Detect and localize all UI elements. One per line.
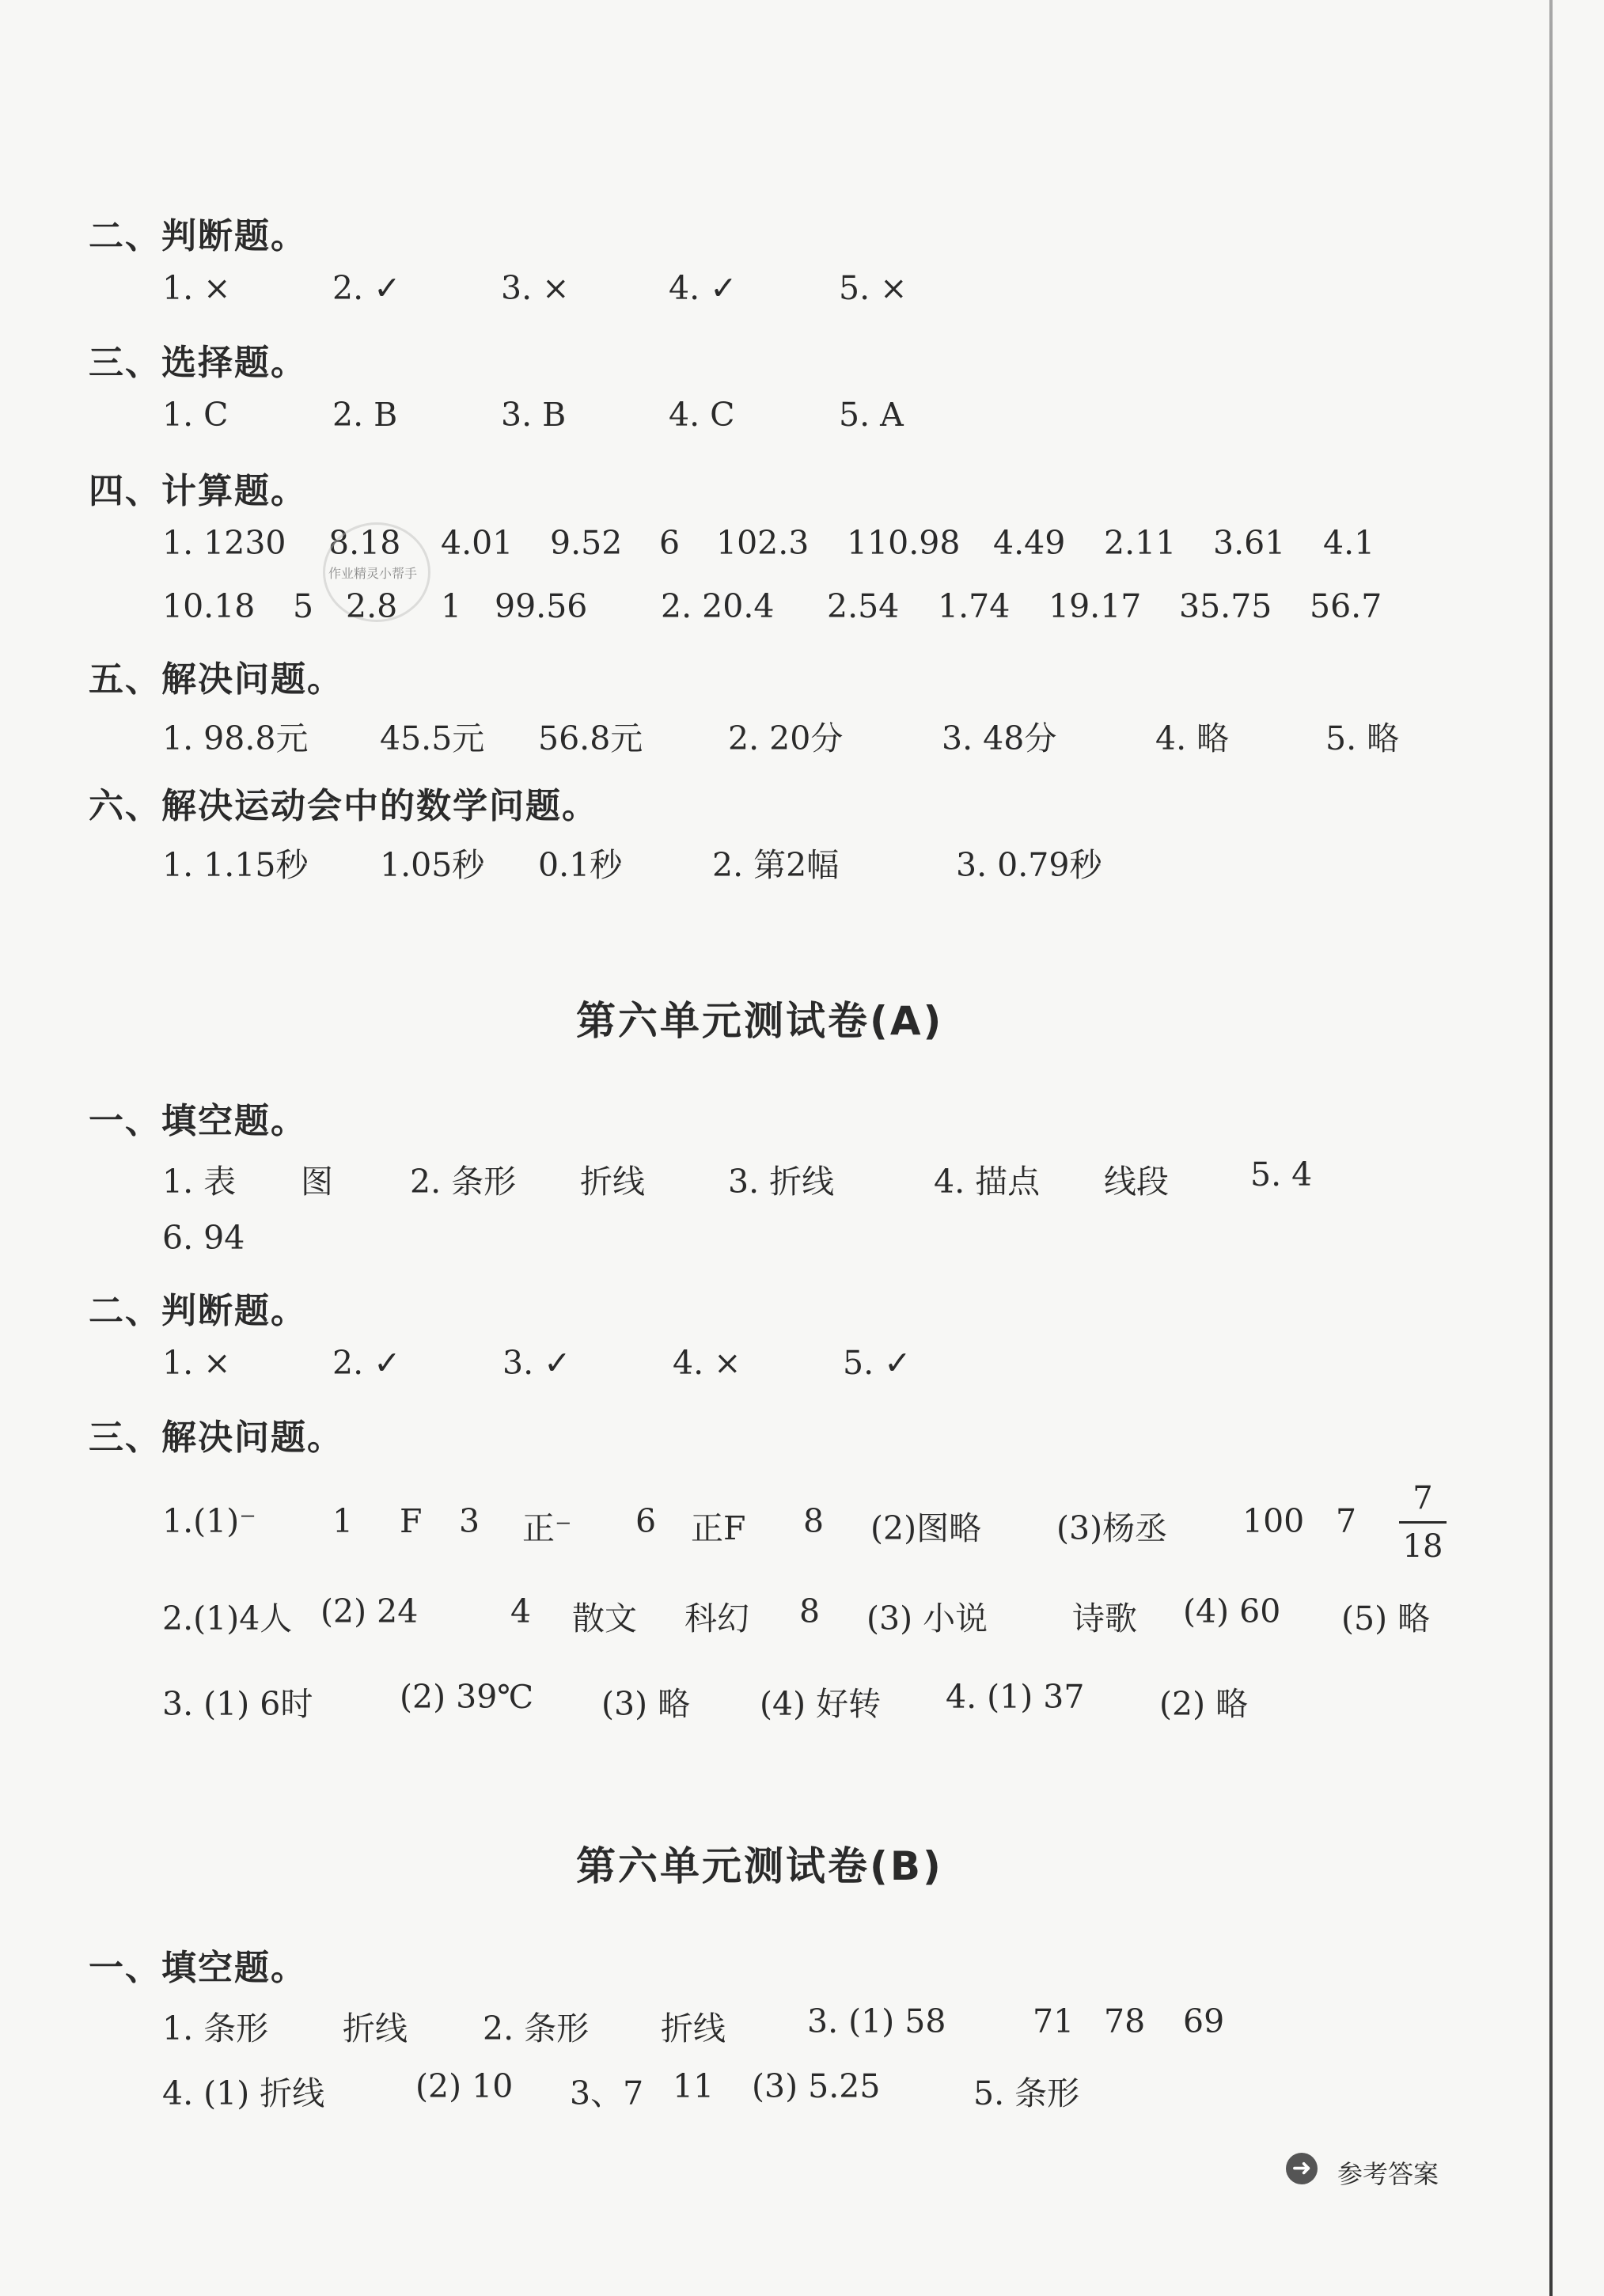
answer-item: 折线	[661, 2009, 726, 2047]
answer-item: 10.18	[162, 587, 256, 625]
answer-item: 3、7	[570, 2074, 644, 2112]
answer-item: (2) 24	[320, 1592, 419, 1630]
answer-item: 5. ×	[839, 269, 908, 307]
answer-item: 56.8元	[538, 719, 643, 757]
answer-item: 折线	[343, 2009, 408, 2047]
section-heading: 一、填空题。	[89, 1948, 307, 1988]
answer-item: 56.7	[1310, 587, 1382, 625]
answer-item: F	[400, 1502, 423, 1540]
answer-item: (5) 略	[1341, 1600, 1431, 1638]
answer-item: 4. ×	[673, 1344, 741, 1382]
answer-item: 3. (1) 58	[807, 2002, 946, 2040]
answer-item: 6. 94	[162, 1219, 245, 1257]
answer-item: 2.(1)4人	[162, 1600, 293, 1638]
answer-item: 诗歌	[1072, 1600, 1137, 1638]
answer-item: 线段	[1104, 1163, 1169, 1201]
answer-item: 5	[293, 587, 314, 625]
fraction-numerator: 7	[1413, 1480, 1433, 1516]
answer-item: 2. ✓	[332, 1344, 401, 1382]
answer-item: 9.52	[550, 524, 623, 562]
section-heading: 二、判断题。	[89, 1291, 307, 1331]
answer-item: 科幻	[684, 1600, 749, 1638]
answer-item: 4. 描点	[934, 1163, 1041, 1201]
answer-item: 2. 20.4	[661, 587, 775, 625]
answer-item: 2. B	[332, 396, 398, 434]
answer-item: 4.49	[993, 524, 1066, 562]
answer-item: 35.75	[1179, 587, 1272, 625]
answer-item: 1. C	[162, 396, 229, 434]
answer-item: 2. 条形	[410, 1163, 517, 1201]
answer-item: 5. A	[839, 396, 904, 434]
answer-item: (2) 39℃	[400, 1678, 534, 1716]
answer-item: 4. ✓	[669, 269, 738, 307]
answer-item: 8.18	[328, 524, 401, 562]
answer-item: 2.54	[827, 587, 900, 625]
answer-item: 图	[301, 1163, 333, 1201]
answer-item: 99.56	[495, 587, 588, 625]
answer-item: 4.1	[1323, 524, 1375, 562]
answer-item: 5. 略	[1325, 719, 1400, 757]
answer-item: 1.74	[938, 587, 1011, 625]
answer-item: 3.61	[1213, 524, 1286, 562]
answer-item: 1. 1.15秒	[162, 846, 309, 884]
answer-item: 3. 48分	[942, 719, 1057, 757]
answer-item: 8	[803, 1502, 825, 1540]
footer-label: 参考答案	[1337, 2159, 1439, 2189]
answer-item: (4) 60	[1183, 1592, 1281, 1630]
answer-item: 100	[1242, 1502, 1305, 1540]
answer-item: 8	[799, 1592, 821, 1630]
section-heading: 二、判断题。	[89, 216, 307, 256]
answer-item: 19.17	[1048, 587, 1142, 625]
unit-title: 第六单元测试卷(B)	[576, 1843, 943, 1889]
answer-item: 78	[1104, 2002, 1146, 2040]
answer-item: 2. 条形	[483, 2009, 590, 2047]
answer-item: 102.3	[716, 524, 810, 562]
arrow-right-circle-icon: ➜	[1286, 2153, 1318, 2184]
answer-item: 0.1秒	[538, 846, 623, 884]
answer-item: 正⁻	[522, 1509, 572, 1547]
fraction-bar	[1399, 1521, 1447, 1524]
answer-item: 3. 0.79秒	[956, 846, 1102, 884]
answer-item: 45.5元	[380, 719, 485, 757]
answer-item: 4. (1) 37	[946, 1678, 1085, 1716]
answer-item: 1.05秒	[380, 846, 485, 884]
answer-item: (3) 小说	[866, 1600, 988, 1638]
answer-item: 4. 略	[1155, 719, 1230, 757]
answer-item: 1. ×	[162, 1344, 231, 1382]
fraction-denominator: 18	[1402, 1528, 1443, 1565]
answer-item: 3. ✓	[502, 1344, 571, 1382]
answer-item: 1. 98.8元	[162, 719, 309, 757]
answer-item: (3) 5.25	[752, 2067, 881, 2105]
answer-item: (3) 略	[601, 1685, 691, 1723]
answer-item: (4) 好转	[760, 1685, 882, 1723]
section-heading: 三、解决问题。	[89, 1417, 343, 1458]
answer-item: 1	[332, 1502, 354, 1540]
answer-item: 5. 条形	[973, 2074, 1080, 2112]
answer-item: 散文	[572, 1600, 637, 1638]
answer-item: 正F	[691, 1509, 746, 1547]
section-heading: 一、填空题。	[89, 1101, 307, 1141]
answer-item: (2) 10	[415, 2067, 514, 2105]
answer-item: 4. (1) 折线	[162, 2074, 325, 2112]
answer-item: 2. 20分	[728, 719, 844, 757]
answer-item: 2.11	[1104, 524, 1177, 562]
answer-item: 3. (1) 6时	[162, 1685, 313, 1723]
answer-item: 1. ×	[162, 269, 231, 307]
watermark-text: 作业精灵小帮手	[328, 566, 418, 581]
answer-item: 2. ✓	[332, 269, 401, 307]
answer-item: 6	[659, 524, 681, 562]
answer-item: 4	[510, 1592, 532, 1630]
answer-item: 1. 1230	[162, 524, 286, 562]
answer-item: 1.(1)⁻	[162, 1502, 256, 1540]
answer-item: 3. B	[501, 396, 567, 434]
answer-item: 5. ✓	[843, 1344, 912, 1382]
answer-item: 11	[673, 2067, 715, 2105]
section-heading: 四、计算题。	[89, 471, 307, 511]
answer-item: 71	[1033, 2002, 1075, 2040]
answer-item: 2. 第2幅	[712, 846, 840, 884]
fraction	[1399, 1480, 1447, 1565]
section-heading: 六、解决运动会中的数学问题。	[89, 786, 598, 826]
answer-item: 110.98	[847, 524, 961, 562]
answer-item: (2)图略	[870, 1509, 982, 1547]
answer-item: 7	[1336, 1502, 1357, 1540]
answer-item: 69	[1183, 2002, 1225, 2040]
answer-item: 6	[635, 1502, 657, 1540]
answer-item: 1. 条形	[162, 2009, 269, 2047]
page-edge-line	[1549, 0, 1553, 2296]
answer-item: (2) 略	[1159, 1685, 1249, 1723]
answer-item: 3	[459, 1502, 480, 1540]
answer-item: 4.01	[441, 524, 514, 562]
answer-item: 5. 4	[1250, 1156, 1313, 1194]
section-heading: 三、选择题。	[89, 343, 307, 383]
answer-item: 折线	[580, 1163, 645, 1201]
unit-title: 第六单元测试卷(A)	[576, 998, 944, 1044]
answer-item: 1	[441, 587, 462, 625]
answer-item: 4. C	[669, 396, 735, 434]
section-heading: 五、解决问题。	[89, 659, 343, 700]
answer-item: 3. 折线	[728, 1163, 835, 1201]
answer-item: 3. ×	[501, 269, 570, 307]
answer-item: 1. 表	[162, 1163, 237, 1201]
answer-item: (3)杨丞	[1056, 1509, 1168, 1547]
answer-item: 2.8	[346, 587, 398, 625]
